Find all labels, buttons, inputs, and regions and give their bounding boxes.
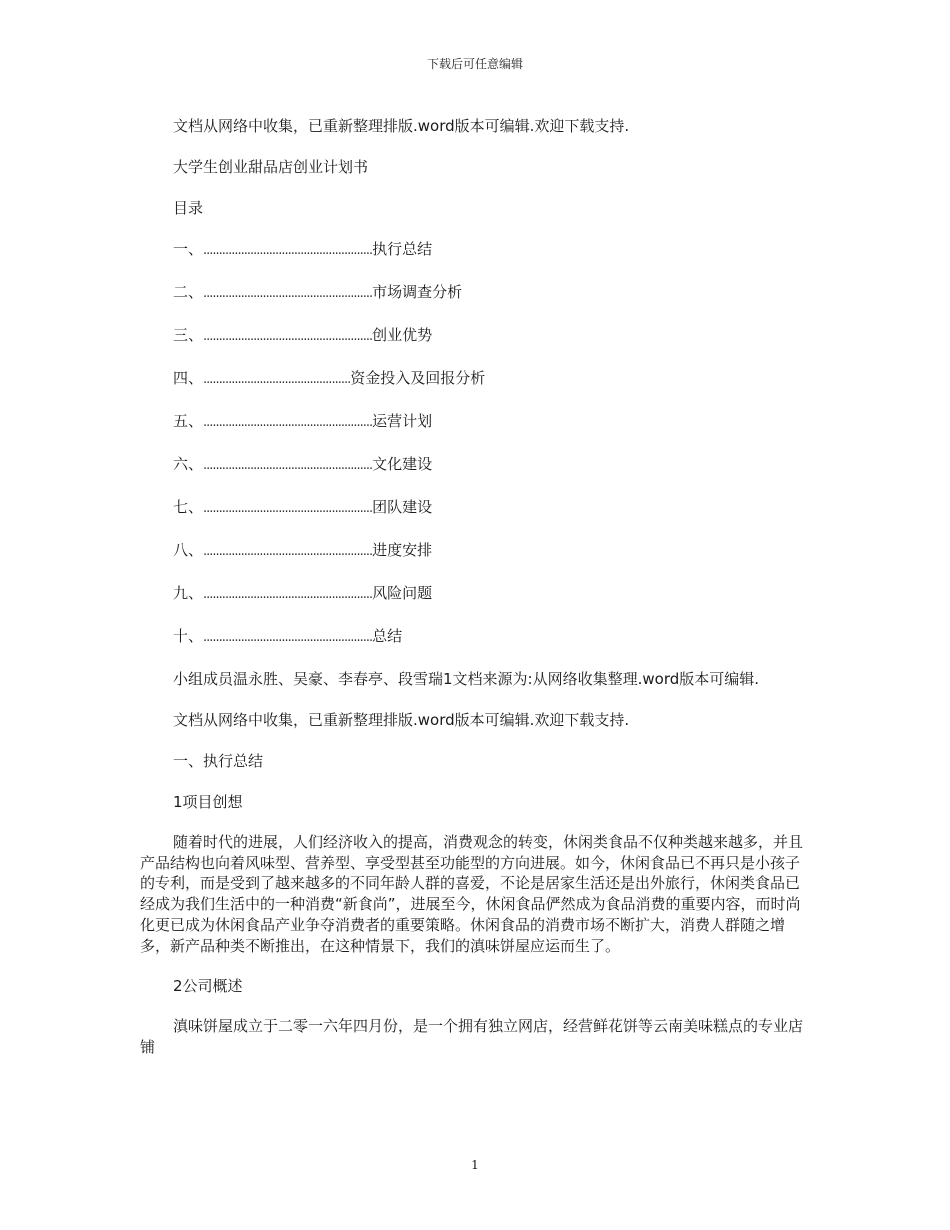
intro-note: 文档从网络中收集，已重新整理排版.word版本可编辑.欢迎下载支持.	[173, 117, 630, 135]
repeat-note: 文档从网络中收集，已重新整理排版.word版本可编辑.欢迎下载支持.	[173, 711, 630, 729]
toc-item-4: 四、...............................................资金投入及回报分析	[173, 369, 486, 387]
toc-item-1: 一、......................................................执行总结	[173, 240, 433, 258]
toc-heading: 目录	[173, 199, 204, 217]
document-body	[140, 115, 812, 1077]
subsection-1-body: 随着时代的进展，人们经济收入的提高，消费观念的转变，休闲类食品不仅种类越来越多，并且产品结构也向着风味型、营养型、享受型甚至功能型的方向进展。如今，休闲食品已不再只是小孩子的专利，而是受到了越来越多的不同年龄人群的喜爱，不论是居家生活还是出外旅行，休闲类食品已经成为我们生活中的一种消费“新食尚”，进展至今，休闲食品俨然成为食品消费的重要内容，而时尚化更已成为休闲食品产业争夺消费者的重要策略。休闲食品的消费市场不断扩大，消费人群随之增多，新产品种类不断推出，在这种情景下，我们的滇味饼屋应运而生了。	[140, 833, 804, 955]
toc-item-6: 六、......................................................文化建设	[173, 455, 433, 473]
subsection-1-heading: 1项目创想	[173, 793, 243, 811]
table-of-contents	[140, 238, 812, 649]
subsection-2-body: 滇味饼屋成立于二零一六年四月份，是一个拥有独立网店，经营鲜花饼等云南美味糕点的专业店铺	[140, 1017, 804, 1056]
subsection-2-heading: 2公司概述	[173, 977, 243, 996]
toc-item-3: 三、......................................................创业优势	[173, 326, 433, 344]
section-1-heading: 一、执行总结	[173, 752, 264, 770]
toc-item-9: 九、......................................................风险问题	[173, 584, 433, 602]
toc-item-2: 二、......................................................市场调查分析	[173, 283, 463, 301]
page-header: 下载后可任意编辑	[426, 57, 523, 71]
document-title: 大学生创业甜品店创业计划书	[173, 158, 369, 176]
page-number: 1	[471, 1158, 479, 1172]
toc-item-7: 七、......................................................团队建设	[173, 498, 433, 516]
members-line: 小组成员温永胜、吴豪、李春亭、段雪瑞1文档来源为:从网络收集整理.word版本可编辑.	[173, 670, 760, 688]
toc-item-8: 八、......................................................进度安排	[173, 541, 433, 559]
toc-item-5: 五、......................................................运营计划	[173, 412, 433, 430]
toc-item-10: 十、......................................................总结	[173, 627, 403, 645]
